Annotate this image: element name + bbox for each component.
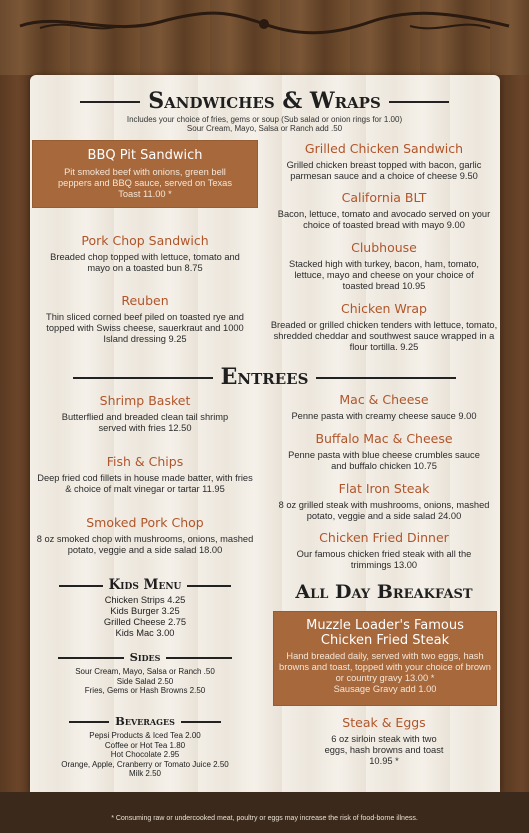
sandwiches-note-2: Sour Cream, Mayo, Salsa or Ranch add .50 [186, 124, 343, 133]
item-desc: Our famous chicken fried steak with all the trimmings 13.00 [296, 549, 472, 570]
sandwiches-title: Sandwiches & Wraps [0, 88, 529, 114]
item-desc: Breaded chop topped with lettuce, tomato and mayo on a toasted bun 8.75 [50, 252, 240, 273]
list-item: Kids Burger 3.25 [110, 606, 180, 616]
menu-item [270, 141, 498, 182]
item-name: Flat Iron Steak [338, 481, 430, 496]
beverages-section [36, 714, 254, 779]
sandwiches-note-1: Includes your choice of fries, gems or soup (Sub salad or onion rings for 1.00) [126, 115, 403, 124]
sides-list [36, 667, 254, 696]
item-desc: Penne pasta with creamy cheese sauce 9.00 [291, 411, 477, 421]
list-item: Grilled Cheese 2.75 [103, 617, 187, 627]
kids-list [36, 595, 254, 639]
item-desc: Thin sliced corned beef piled on toasted rye and topped with Swiss cheese, sauerkraut and 1000 Island dressing 9.25 [46, 312, 244, 344]
item-name: Shrimp Basket [99, 393, 191, 408]
list-item: Hot Chocolate 2.95 [110, 750, 180, 759]
item-name: Smoked Pork Chop [86, 515, 204, 530]
menu-item [270, 190, 498, 231]
item-name: Mac & Cheese [339, 392, 429, 407]
item-name: California BLT [341, 190, 427, 205]
list-item: Pepsi Products & Iced Tea 2.00 [89, 731, 201, 740]
entrees-title: Entrees [0, 364, 529, 390]
kids-menu-section [36, 577, 254, 639]
menu-item [270, 301, 498, 353]
item-name: Grilled Chicken Sandwich [304, 141, 464, 156]
item-desc: Grilled chicken breast topped with bacon, garlic parmesan sauce and a choice of cheese 9.50 [286, 160, 482, 181]
item-desc: Butterflied and breaded clean tail shrimp served with fries 12.50 [61, 412, 229, 433]
item-name: Fish & Chips [106, 454, 184, 469]
item-extra: Sausage Gravy add 1.00 [333, 684, 437, 694]
item-name: Pork Chop Sandwich [81, 233, 209, 248]
sides-title: Sides [36, 650, 254, 664]
list-item: Milk 2.50 [128, 769, 161, 778]
item-name: Chicken Fried Dinner [319, 530, 449, 545]
list-item: Fries, Gems or Hash Browns 2.50 [84, 686, 206, 695]
section-heading: All Day Breakfast [295, 581, 473, 603]
breakfast-title [270, 581, 498, 603]
item-desc: Pit smoked beef with onions, green bell peppers and BBQ sauce, served on Texas Toast 11.00 * [58, 167, 232, 199]
list-item: Chicken Strips 4.25 [104, 595, 186, 605]
beverages-title: Beverages [36, 714, 254, 728]
menu-item [36, 293, 254, 345]
item-name: Buffalo Mac & Cheese [315, 431, 453, 446]
menu-item [36, 515, 254, 556]
list-item: Side Salad 2.50 [116, 676, 174, 686]
item-desc: 8 oz smoked chop with mushrooms, onions, mashed potato, veggie and a side salad 18.00 [36, 534, 254, 555]
item-desc: Stacked high with turkey, bacon, ham, tomato, lettuce, mayo and cheese on your choice of toasted bread 10.95 [289, 259, 479, 291]
item-name: Clubhouse [351, 240, 417, 255]
list-item: Kids Mac 3.00 [115, 628, 175, 638]
menu-item [270, 392, 498, 422]
list-item: Sour Cream, Mayo, Salsa or Ranch .50 [75, 667, 215, 676]
item-name: Reuben [121, 293, 169, 308]
menu-item [36, 393, 254, 434]
item-desc: 6 oz sirloin steak with two eggs, hash browns and toast 10.95 * [324, 734, 444, 766]
menu-item [270, 481, 498, 522]
list-item: Coffee or Hot Tea 1.80 [104, 740, 186, 750]
kids-menu-title: Kids Menu [36, 577, 254, 593]
menu-item [36, 233, 254, 274]
item-desc: Hand breaded daily, served with two eggs, hash browns and toast, topped with your choice of brown or country gravy 13.00 * [279, 651, 491, 683]
item-desc: Deep fried cod fillets in house made batter, with fries & choice of malt vinegar or tartar 11.95 [37, 473, 253, 494]
wood-footer-band [0, 792, 529, 833]
featured-breakfast-box [273, 611, 497, 706]
item-desc: 8 oz grilled steak with mushrooms, onions, mashed potato, veggie and a side salad 24.00 [278, 500, 490, 521]
food-safety-disclaimer: * Consuming raw or undercooked meat, poultry or eggs may increase the risk of food-borne illness. [111, 815, 418, 822]
item-name-line-2: Chicken Fried Steak [320, 633, 450, 648]
featured-bbq-box [32, 140, 258, 208]
scroll-ornament [0, 8, 529, 38]
item-name: Chicken Wrap [341, 301, 427, 316]
item-name-line-1: Muzzle Loader's Famous [306, 618, 464, 633]
menu-item [270, 431, 498, 472]
item-desc: Bacon, lettuce, tomato and avocado served on your choice of toasted bread with mayo 9.00 [277, 209, 491, 230]
sides-section [36, 650, 254, 696]
menu-item [270, 530, 498, 571]
menu-item [270, 715, 498, 767]
item-desc: Breaded or grilled chicken tenders with lettuce, tomato, shredded cheddar and southwest sauce wrapped in a flour tortilla. 9.25 [270, 320, 498, 352]
menu-item [36, 454, 254, 495]
item-name: BBQ Pit Sandwich [87, 148, 203, 163]
beverages-list [36, 731, 254, 779]
list-item: Orange, Apple, Cranberry or Tomato Juice 2.50 [61, 759, 229, 769]
item-name: Steak & Eggs [342, 715, 426, 730]
menu-item [270, 240, 498, 292]
item-desc: Penne pasta with blue cheese crumbles sauce and buffalo chicken 10.75 [288, 450, 480, 471]
